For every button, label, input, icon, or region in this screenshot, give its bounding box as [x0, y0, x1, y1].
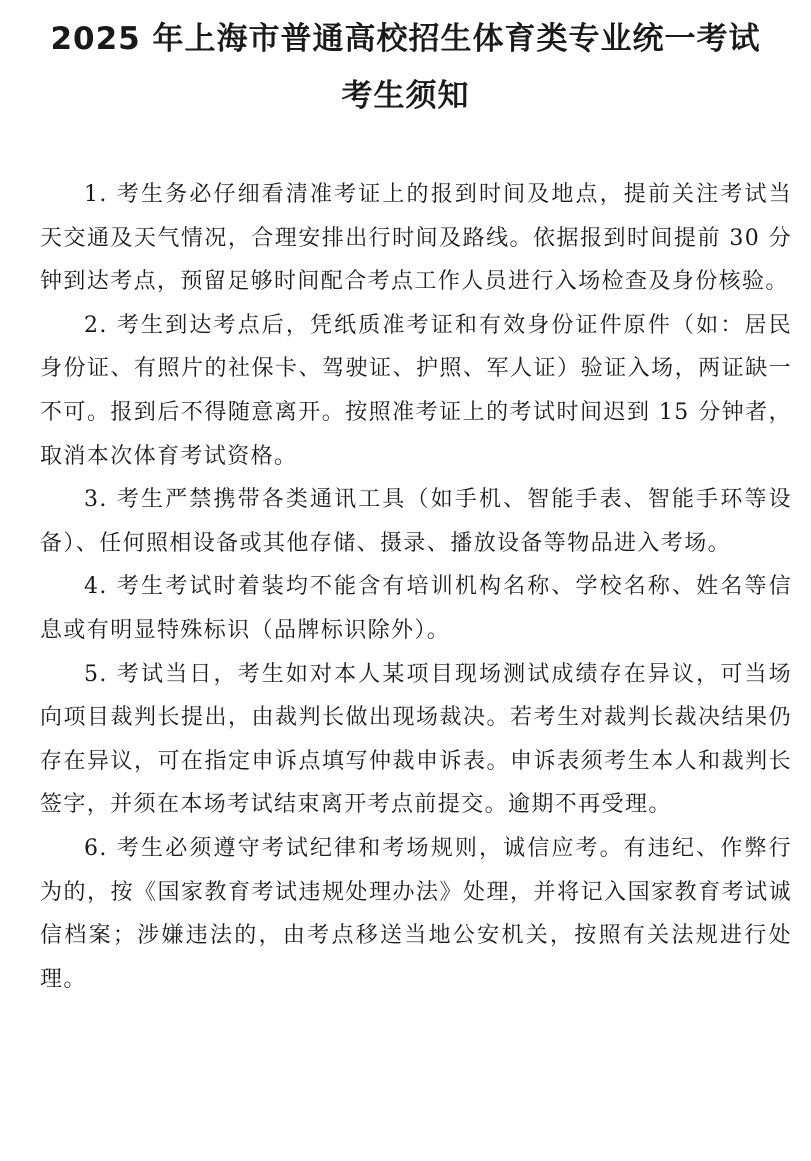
notice-item-5: 5. 考试当日，考生如对本人某项目现场测试成绩存在异议，可当场向项目裁判长提出，由裁判长做出现场裁决。若考生对裁判长裁决结果仍存在异议，可在指定申诉点填写仲裁申诉表。申诉表须考生本人和裁判长签字，并须在本场考试结束离开考点前提交。逾期不再受理。 [40, 661, 792, 818]
notice-item-1: 1. 考生务必仔细看清准考证上的报到时间及地点，提前关注考试当天交通及天气情况，合理安排出行时间及路线。依据报到时间提前 30 分钟到达考点，预留足够时间配合考点工作人员进行入场检查及身份核验。 [40, 182, 792, 295]
notice-item-4: 4. 考生考试时着装均不能含有培训机构名称、学校名称、姓名等信息或有明显特殊标识（品牌标识除外）。 [40, 574, 792, 643]
notice-item-2: 2. 考生到达考点后，凭纸质准考证和有效身份证件原件（如：居民身份证、有照片的社保卡、驾驶证、护照、军人证）验证入场，两证缺一不可。报到后不得随意离开。按照准考证上的考试时间迟到 15 分钟者，取消本次体育考试资格。 [40, 312, 792, 469]
document-title: 2025 年上海市普通高校招生体育类专业统一考试 [50, 21, 761, 57]
document-subtitle: 考生须知 [341, 78, 470, 114]
notice-item-6: 6. 考生必须遵守考试纪律和考场规则，诚信应考。有违纪、作弊行为的，按《国家教育考试违规处理办法》处理，并将记入国家教育考试诚信档案；涉嫌违法的，由考点移送当地公安机关，按照有关法规进行处理。 [40, 835, 792, 992]
notice-item-3: 3. 考生严禁携带各类通讯工具（如手机、智能手表、智能手环等设备）、任何照相设备或其他存储、摄录、播放设备等物品进入考场。 [40, 487, 792, 556]
notice-body [40, 173, 792, 1001]
